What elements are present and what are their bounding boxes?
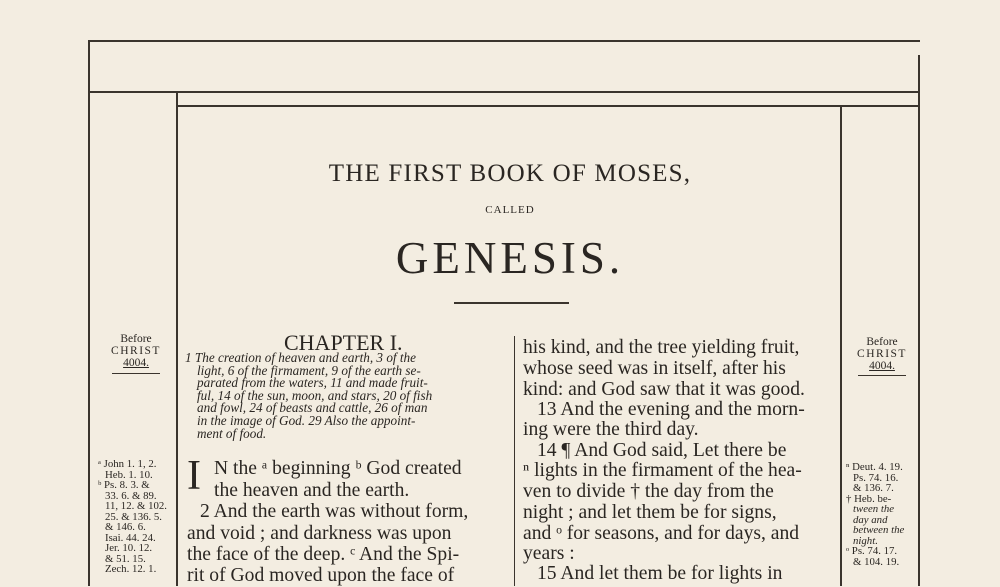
before-label: Before (120, 333, 152, 345)
reference-line: 11, 12. & 102. (105, 500, 167, 512)
reference-line: 25. & 136. 5. (105, 510, 162, 523)
chapter-heading: CHAPTER I. (284, 330, 403, 355)
summary-line: in the image of God. 29 Also the appoint- (197, 412, 416, 428)
frame-inner-top-rule (176, 105, 920, 107)
right-date-underline (858, 375, 906, 376)
verse-line: 2 And the earth was without form, (200, 501, 469, 522)
christ-label: CHRIST (111, 345, 161, 357)
verse-line: rit of God moved upon the face of (187, 565, 455, 586)
verse-line: kind: and God saw that it was good. (523, 379, 805, 400)
book-title: THE FIRST BOOK OF MOSES, (328, 160, 692, 187)
verse-line: whose seed was in itself, after his (523, 358, 786, 379)
reference-line: ⁿ Deut. 4. 19. (846, 461, 903, 473)
verse-line: 13 And the evening and the morn- (537, 399, 805, 420)
summary-line: and fowl, 24 of beasts and cattle, 26 of man (197, 400, 428, 416)
reference-line: ᵃ John 1. 1, 2. (98, 458, 157, 470)
book-name: GENESIS. (395, 233, 625, 283)
reference-line: Zech. 12. 1. (105, 563, 157, 575)
reference-line: Isai. 44. 24. (105, 531, 156, 544)
frame-header-rule (88, 91, 920, 93)
summary-line: 1 The creation of heaven and earth, 3 of the (185, 350, 416, 365)
verse-line: years : (523, 543, 575, 564)
verse-line: the heaven and the earth. (214, 480, 410, 501)
summary-line: ful, 14 of the sun, moon, and stars, 20 of fish (197, 387, 433, 403)
reference-line: tween the (853, 503, 895, 515)
reference-line: & 51. 15. (105, 552, 146, 565)
verse-line: night ; and let them be for signs, (523, 502, 777, 523)
reference-line: ᵒ Ps. 74. 17. (846, 545, 898, 557)
summary-line: ment of food. (197, 425, 267, 441)
verse-line: N the ᵃ beginning ᵇ God created (214, 458, 462, 479)
drop-cap: I (187, 453, 201, 499)
reference-line: day and (853, 513, 888, 526)
verse-line: ing were the third day. (523, 419, 699, 440)
reference-line: Heb. 1. 10. (105, 468, 153, 481)
year-label: 4004. (123, 357, 149, 369)
frame-left-inner-rule (176, 93, 178, 586)
reference-line: night. (853, 534, 878, 547)
verse-line: and void ; and darkness was upon (187, 523, 452, 544)
chapter-summary (185, 352, 507, 440)
verse-line: ven to divide † the day from the (523, 481, 774, 502)
year-label: 4004. (869, 360, 895, 372)
reference-line: Jer. 10. 12. (105, 542, 153, 554)
summary-line: parated from the waters, 11 and made fruit- (197, 375, 428, 391)
reference-line: between the (853, 524, 905, 536)
reference-line: 33. 6. & 89. (105, 489, 157, 502)
right-date-header (846, 336, 918, 372)
called-label: CALLED (485, 204, 535, 216)
frame-right-inner-rule (840, 106, 842, 586)
left-date-header (100, 333, 172, 369)
reference-line: ᵇ Ps. 8. 3. & (98, 479, 150, 491)
before-label: Before (866, 336, 898, 348)
title-rule (454, 302, 569, 304)
verse-line: and ᵒ for seasons, and for days, and (523, 523, 800, 544)
verse-line: the face of the deep. ᶜ And the Spi- (187, 544, 460, 565)
reference-line: † Heb. be- (846, 492, 892, 505)
frame-left-outer-rule (88, 40, 90, 586)
verse-line: his kind, and the tree yielding fruit, (523, 337, 800, 358)
right-references (846, 462, 904, 567)
verse-line: ⁿ lights in the firmament of the hea- (523, 460, 802, 481)
summary-line: light, 6 of the firmament, 9 of the earth se- (197, 362, 421, 378)
frame-right-outer-rule (918, 55, 920, 586)
verse-line: 14 ¶ And God said, Let there be (537, 440, 787, 461)
christ-label: CHRIST (857, 348, 907, 360)
reference-line: & 136. 7. (853, 482, 894, 494)
frame-top-rule (88, 40, 920, 42)
column-divider (514, 336, 515, 586)
reference-line: & 146. 6. (105, 521, 146, 533)
verse-line: 15 And let them be for lights in (537, 563, 783, 584)
reference-line: & 104. 19. (853, 555, 900, 568)
left-references (98, 459, 167, 575)
reference-line: Ps. 74. 16. (853, 471, 899, 484)
left-date-underline (112, 373, 160, 374)
